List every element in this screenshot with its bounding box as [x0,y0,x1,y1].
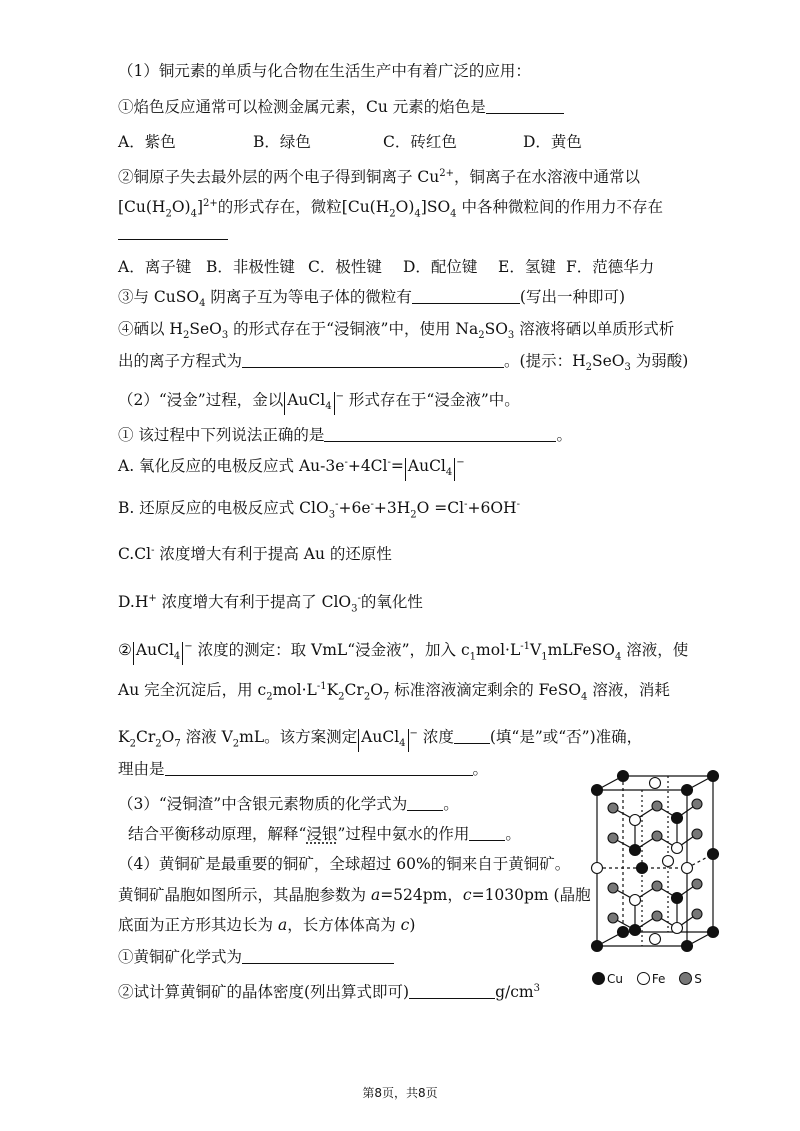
answer-blank[interactable] [486,97,564,114]
option-a: A．紫色 [118,133,176,151]
answer-blank[interactable] [242,351,504,368]
q2-s2-line1: ② AuCl$_4$− 浓度的测定：取 VmL“浸金液”，加入 $c_1mol\cdot L^{-1}V_1mLFeSO_4$ 溶液，使 [118,636,688,668]
q2-s1: ① 该过程中下列说法正确的是 。 [118,426,572,444]
q2-option-d: D.H+ 浓度增大有利于提高了 ClO$_3$-的氧化性 [118,593,423,615]
q1-s3: ③与 CuSO$_4$ 阴离子互为等电子体的微粒有 (写出一种即可) [118,288,626,310]
answer-blank[interactable] [407,794,443,811]
option-c: C．极性键 [308,258,382,276]
aucl4-complex: AuCl$_4$ [358,729,408,752]
option-f: F．范德华力 [566,258,655,276]
q3-s2: 结合平衡移动原理，解释“浸银”过程中氨水的作用 。 [128,825,521,843]
option-d: D．黄色 [523,133,582,151]
aucl4-complex: AuCl$_4$ [405,458,455,481]
answer-blank[interactable] [454,727,490,744]
answer-blank[interactable] [165,759,473,776]
q2-s2-line4: 理由是 。 [118,760,489,778]
answer-blank[interactable] [412,287,520,304]
q2-s2-line3: $K_2Cr_2O_7$ 溶液 $V_2mL$。该方案测定 AuCl$_4$− 浓度 (填“是”或“否”)准确， [118,723,642,755]
q1-s2-blank-line [118,222,228,244]
q1-heading: （1）铜元素的单质与化合物在生活生产中有着广泛的应用： [118,62,531,80]
option-c: C．砖红色 [383,133,457,151]
q4-line3: 底面为正方形其边长为 a，长方体体高为 c) [118,916,416,934]
aucl4-complex: AuCl$_4$ [284,392,334,415]
option-d: D．配位键 [403,258,478,276]
q1-s2-line1: ②铜原子失去最外层的两个电子得到铜离子 $Cu^{2+}$，铜离子在水溶液中通常以 [118,168,641,187]
q2-heading: （2）“浸金”过程，金以 AuCl$_4$− 形式存在于“浸金液”中。 [118,386,520,415]
q1-s2-options [118,256,654,278]
chalcopyrite-unit-cell [585,768,725,993]
legend-cu: Cu [592,972,623,986]
option-b: B．绿色 [253,133,311,151]
q1-s1: ①焰色反应通常可以检测金属元素，Cu 元素的焰色是 [118,96,564,118]
aucl4-complex: AuCl$_4$ [133,642,183,665]
answer-blank[interactable] [118,223,228,240]
legend-s: S [679,972,702,986]
cu-atom-icon [592,972,605,985]
q1-s4-line1: ④硒以 $H_2SeO_3$ 的形式存在于“浸铜液”中，使用 $Na_2SO_3$ 溶液将硒以单质形式析 [118,320,675,342]
q4-heading: （4）黄铜矿是最重要的铜矿，全球超过 60%的铜来自于黄铜矿。 [118,855,571,873]
q4-s1: ①黄铜矿化学式为 [118,946,394,968]
answer-blank[interactable] [242,947,394,964]
q1-s1-options [118,131,582,153]
s-atom-icon [679,972,692,985]
legend-fe: Fe [637,972,666,986]
page-footer: 第8页，共8页 [362,1086,438,1100]
atom-legend [592,972,712,986]
answer-blank[interactable] [469,824,505,841]
q4-line2: 黄铜矿晶胞如图所示，其晶胞参数为 a=524pm，c=1030pm (晶胞 [118,886,591,904]
answer-blank[interactable] [324,425,556,442]
q4-s2: ②试计算黄铜矿的晶体密度(列出算式即可) $g/cm^3$ [118,983,541,1002]
option-b: B．非极性键 [206,258,295,276]
answer-blank[interactable] [409,982,495,999]
fe-atom-icon [637,972,650,985]
q1-s2-line2: $[Cu(H_2O)_4]^{2+}$的形式存在，微粒$[Cu(H_2O)_4]SO_4$ 中各种微粒间的作用力不存在 [118,198,663,220]
q2-option-b: B. 还原反应的电极反应式 $ClO_3^-+6e^-+3H_2O =Cl^-+6OH^-$ [118,499,520,521]
q3-s1: （3）“浸铜渣”中含银元素物质的化学式为 。 [118,795,459,813]
q1-s4-line2: 出的离子方程式为 。(提示：$H_2SeO_3$ 为弱酸) [118,352,689,374]
q2-s2-line2: Au 完全沉淀后，用 $c_2mol\cdot L^{-1}K_2Cr_2O_7$ 标准溶液滴定剩余的 FeSO$_4$ 溶液，消耗 [118,681,670,703]
q2-option-a: A. 氧化反应的电极反应式 Au-3e-+4Cl-= AuCl$_4$− [118,452,465,481]
option-a: A．离子键 [118,258,192,276]
option-e: E．氢键 [498,258,556,276]
q2-option-c: C.Cl- 浓度增大有利于提高 Au 的还原性 [118,545,392,564]
